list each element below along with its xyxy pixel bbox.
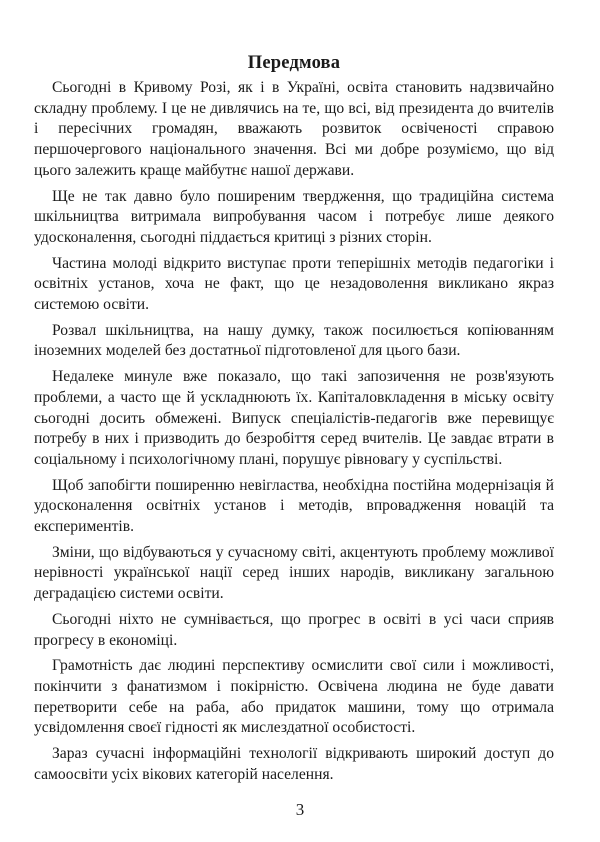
paragraph: Ще не так давно було поширеним твердження, що традиційна система шкільництва витримала випробування часом і потребує лише деякого удосконалення, сьогодні піддається критиці з різних сторін. — [34, 187, 554, 246]
document-page — [34, 52, 554, 791]
paragraph: Частина молоді відкрито виступає проти теперішніх методів педагогіки і освітніх установ, хоча не факт, що це незадоволення викликано якраз системою освіти. — [34, 254, 554, 314]
paragraph: Грамотність дає людині перспективу осмислити свої сили і можливості, покінчити з фанатизмом і покірністю. Освічена людина не буде давати перетворити себе на раба, або придаток машини, тому що отримала усвідомлення своєї гідності як мислездатної особистості. — [34, 657, 554, 737]
paragraph: Сьогодні ніхто не сумнівається, що прогрес в освіті в усі часи сприяв прогресу в економіці. — [34, 610, 554, 649]
paragraph: Сьогодні в Кривому Розі, як і в Україні, освіта становить надзвичайно складну проблему. І це не дивлячись на те, що всі, від президента до вчителів і пересічних громадян, вважають розвиток освіченості справою першочергового національного значення. Всі ми добре розуміємо, що від цього залежить краще майбутнє нашої держави. — [34, 79, 554, 179]
paragraph: Розвал шкільництва, на нашу думку, також посилюється копіюванням іноземних моделей без достатньої підготовленої для цього бази. — [34, 321, 554, 360]
paragraph: Зараз сучасні інформаційні технології відкривають широкий доступ до самоосвіти усіх вікових категорій населення. — [34, 745, 554, 783]
paragraph: Щоб запобігти поширенню невігластва, необхідна постійна модернізація й удосконалення освітніх установ і методів, впровадження новацій та експериментів. — [34, 476, 554, 536]
page-number: 3 — [295, 800, 305, 819]
page-title: Передмова — [247, 53, 341, 73]
paragraph: Недалеке минуле вже показало, що такі запозичення не розв'язують проблеми, а часто ще й ускладнюють їх. Капіталовкладення в міську освіту сьогодні досить обмежені. Випуск спеціалістів-педагогів вже перевищує потребу в них і призводить до безробіття серед вчителів. Це завдає втрати в соціальному і психологічному плані, порушує рівновагу у суспільстві. — [34, 368, 554, 468]
paragraph: Зміни, що відбуваються у сучасному світі, акцентують проблему можливої нерівності української нації серед інших народів, викликану загальною деградацією системи освіти. — [34, 543, 554, 603]
